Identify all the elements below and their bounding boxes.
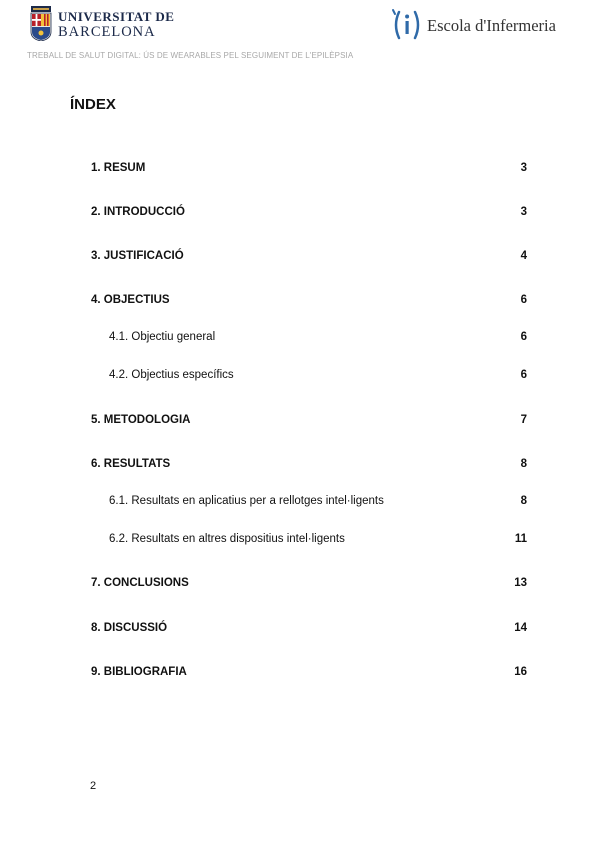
toc-subsection-entry[interactable] xyxy=(109,369,527,385)
university-logo xyxy=(30,6,175,42)
toc-entry-page-number: 3 xyxy=(520,206,527,218)
toc-section-entry[interactable] xyxy=(91,162,527,178)
toc-entry-label: 6.2. Resultats en altres dispositius intel·ligents xyxy=(109,533,345,545)
toc-section-entry[interactable] xyxy=(91,622,527,638)
toc-subsection-entry[interactable] xyxy=(109,495,527,511)
nursing-school-mark-icon xyxy=(390,8,424,42)
university-shield-icon xyxy=(30,6,52,41)
toc-entry-page-number: 4 xyxy=(520,250,527,262)
toc-entry-label: 5. METODOLOGIA xyxy=(91,414,191,426)
toc-entry-label: 6.1. Resultats en aplicatius per a rellotges intel·ligents xyxy=(109,495,384,507)
toc-entry-label: 9. BIBLIOGRAFIA xyxy=(91,666,187,678)
toc-entry-label: 8. DISCUSSIÓ xyxy=(91,622,168,634)
university-name-line2: BARCELONA xyxy=(58,24,156,40)
toc-entry-label: 3. JUSTIFICACIÓ xyxy=(91,250,184,262)
toc-entry-page-number: 6 xyxy=(520,369,527,381)
toc-entry-label: 4.2. Objectius específics xyxy=(109,369,234,381)
toc-subsection-entry[interactable] xyxy=(109,533,527,549)
university-name-line1: UNIVERSITAT DE xyxy=(58,9,175,24)
toc-entry-label: 6. RESULTATS xyxy=(91,458,171,470)
toc-entry-page-number: 8 xyxy=(520,495,527,507)
page-number: 2 xyxy=(90,780,97,792)
toc-entry-page-number: 14 xyxy=(514,622,527,634)
toc-section-entry[interactable] xyxy=(91,666,527,682)
toc-section-entry[interactable] xyxy=(91,294,527,310)
toc-section-entry[interactable] xyxy=(91,577,527,593)
toc-entry-page-number: 16 xyxy=(514,666,527,678)
toc-section-entry[interactable] xyxy=(91,458,527,474)
nursing-school-name: Escola d'Infermeria xyxy=(427,16,556,35)
running-header: TREBALL DE SALUT DIGITAL: ÚS DE WEARABLES PEL SEGUIMENT DE L'EPILÈPSIA xyxy=(27,51,354,60)
toc-entry-page-number: 6 xyxy=(520,331,527,343)
nursing-school-logo xyxy=(390,8,570,42)
toc-entry-label: 4.1. Objectiu general xyxy=(109,331,216,343)
toc-entry-page-number: 11 xyxy=(514,533,527,545)
toc-section-entry[interactable] xyxy=(91,206,527,222)
toc-entry-page-number: 13 xyxy=(514,577,527,589)
toc-subsection-entry[interactable] xyxy=(109,331,527,347)
toc-entry-label: 7. CONCLUSIONS xyxy=(91,577,189,589)
toc-entry-label: 1. RESUM xyxy=(91,162,146,174)
index-title: ÍNDEX xyxy=(70,96,116,113)
toc-entry-page-number: 3 xyxy=(520,162,527,174)
toc-entry-page-number: 7 xyxy=(520,414,527,426)
toc-section-entry[interactable] xyxy=(91,414,527,430)
toc-entry-label: 4. OBJECTIUS xyxy=(91,294,170,306)
toc-section-entry[interactable] xyxy=(91,250,527,266)
toc-entry-page-number: 6 xyxy=(520,294,527,306)
toc-entry-label: 2. INTRODUCCIÓ xyxy=(91,206,185,218)
toc-entry-page-number: 8 xyxy=(520,458,527,470)
